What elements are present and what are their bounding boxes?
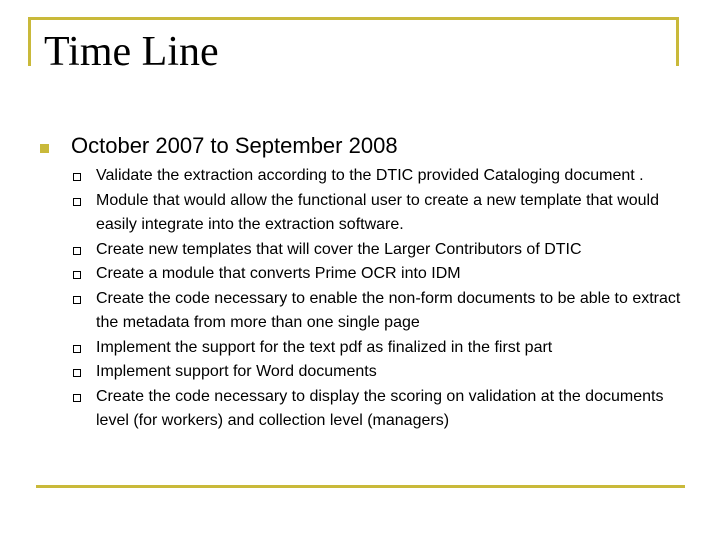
list-item [72,262,682,287]
slide-title: Time Line [44,29,219,75]
list-item-text: Create new templates that will cover the Larger Contributors of DTIC [96,240,582,258]
list-item-text: Create a module that converts Prime OCR into IDM [96,265,461,282]
list-item-text: Create the code necessary to display the scoring on validation at the documents level (for workers) and collection level (managers) [96,387,664,429]
list-item-text: Module that would allow the functional user to create a new template that would easily integrate into the extraction software. [96,191,659,233]
list-item [72,287,682,336]
list-item-text: Implement support for Word documents [96,363,377,380]
list-item-text: Validate the extraction according to the DTIC provided Cataloging document . [96,167,644,184]
title-frame-left [28,17,31,66]
hollow-square-bullet-icon [73,369,81,377]
list-item [72,238,682,263]
hollow-square-bullet-icon [73,345,81,353]
list-item-text: Implement the support for the text pdf as finalized in the first part [96,338,553,356]
list-item [72,360,682,385]
hollow-square-bullet-icon [73,271,81,279]
list-item-text: Create the code necessary to enable the non-form documents to be able to extract the metadata from more than one single page [96,289,681,331]
hollow-square-bullet-icon [73,296,81,304]
list-item [72,385,682,434]
title-frame-top [28,17,678,20]
hollow-square-bullet-icon [73,394,81,402]
title-frame-right [676,17,679,66]
footer-rule [36,485,685,488]
sub-bullet-list [72,164,682,434]
hollow-square-bullet-icon [73,247,81,255]
hollow-square-bullet-icon [73,173,81,181]
hollow-square-bullet-icon [73,198,81,206]
list-item [72,189,682,238]
list-item [72,164,682,189]
filled-square-bullet-icon [40,144,49,153]
main-bullet-text: October 2007 to September 2008 [71,133,398,158]
list-item [72,336,682,361]
